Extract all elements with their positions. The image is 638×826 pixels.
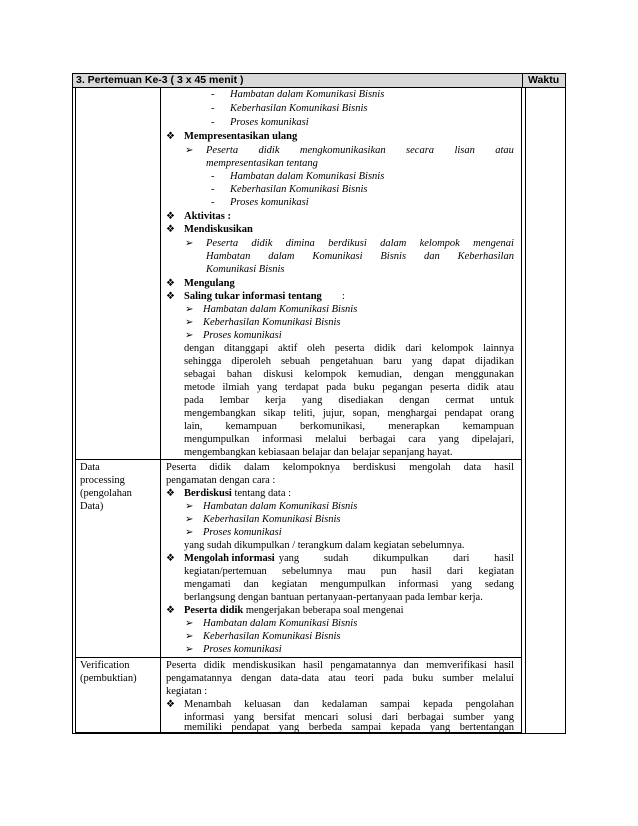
header-divider [522, 73, 523, 88]
list-item: Hambatan dalam Komunikasi Bisnis [203, 618, 358, 629]
row-label-verification [80, 659, 137, 685]
paragraph-line: berlangsung dengan bantuan pertanyaan-pertanyaan pada lembar kerja. [184, 592, 483, 603]
justified-line: Mengolah informasi yang sudah dikumpulkan dari hasil [184, 553, 514, 564]
label-line: (pembuktian) [80, 673, 137, 684]
text-line: Peserta didik mengerjakan beberapa soal mengenai [184, 605, 404, 616]
label-line: Verification [80, 660, 130, 671]
list-item: Proses komunikasi [230, 117, 309, 128]
list-item: Proses komunikasi [203, 330, 282, 341]
section-heading: Mempresentasikan ulang [184, 131, 298, 142]
row-divider-1 [75, 459, 522, 460]
label-line: Data [80, 462, 100, 473]
list-item: Keberhasilan Komunikasi Bisnis [203, 317, 341, 328]
arrow-bullet-icon: ➢ [185, 501, 194, 512]
paragraph-line: kegiatan : [166, 686, 208, 697]
justified-line: Peserta didik dimina berdikusi dalam kelompok mengenai [206, 238, 514, 249]
paragraph-line: mengumpulkan informasi melalui berbagai cara yang dipelajari, [184, 434, 514, 445]
dash-marker: - [211, 117, 215, 128]
paragraph-line: Peserta didik dalam kelompoknya berdiskusi mengolah data hasil [166, 462, 514, 473]
justified-line: Hambatan dalam Komunikasi Bisnis dan Keberhasilan [206, 251, 514, 262]
dash-marker: - [211, 197, 215, 208]
list-item: Hambatan dalam Komunikasi Bisnis [203, 304, 358, 315]
section-heading: Mendiskusikan [184, 224, 253, 235]
arrow-bullet-icon: ➢ [185, 618, 194, 629]
section-heading: Saling tukar informasi tentang [184, 291, 322, 302]
dash-marker: - [211, 89, 215, 100]
text-line: Berdiskusi tentang data : [184, 488, 292, 499]
justified-line: Peserta didik mengkomunikasikan secara lisan atau [206, 145, 514, 156]
arrow-bullet-icon: ➢ [185, 644, 194, 655]
arrow-bullet-icon: ➢ [185, 304, 194, 315]
paragraph-line: mengembangkan sikap teliti, jujur, sopan, menghargai pendapat orang [184, 408, 514, 419]
arrow-bullet-icon: ➢ [185, 317, 194, 328]
paragraph-line: pengamatannya dengan data-data atau teori pada buku sumber melalui [166, 673, 514, 684]
table-header [72, 73, 566, 88]
diamond-bullet-icon: ❖ [166, 211, 175, 222]
list-item: Proses komunikasi [230, 197, 309, 208]
list-item: Keberhasilan Komunikasi Bisnis [230, 184, 368, 195]
list-item: Hambatan dalam Komunikasi Bisnis [230, 89, 385, 100]
dash-marker: - [211, 184, 215, 195]
paragraph-line: Menambah keluasan dan kedalaman sampai kepada pengolahan [184, 699, 514, 710]
paragraph-line: metode ilmiah yang terdapat pada buku pegangan peserta didik atau [184, 382, 514, 393]
paragraph-line: informasi yang bersifat mencari solusi dari berbagai sumber yang [184, 712, 514, 723]
paragraph-line: pengamatan dengan cara : [166, 475, 276, 486]
paragraph-line: kegiatan/pertemuan sebelumnya mau pun hasil dari kegiatan [184, 566, 514, 577]
text-line: yang sudah dikumpulkan / terangkum dalam kegiatan sebelumnya. [184, 540, 465, 551]
list-item: Keberhasilan Komunikasi Bisnis [230, 103, 368, 114]
section-heading: Mengulang [184, 278, 235, 289]
list-item: Hambatan dalam Komunikasi Bisnis [230, 171, 385, 182]
arrow-bullet-icon: ➢ [185, 238, 194, 249]
list-item: Keberhasilan Komunikasi Bisnis [203, 631, 341, 642]
dash-marker: - [211, 103, 215, 114]
paragraph-line: sehingga diperoleh sebuah pengetahuan baru yang dapat dijadikan [184, 356, 514, 367]
text-line: Komunikasi Bisnis [206, 264, 285, 275]
label-line: (pengolahan [80, 488, 132, 499]
list-item: Hambatan dalam Komunikasi Bisnis [203, 501, 358, 512]
list-item: Proses komunikasi [203, 527, 282, 538]
diamond-bullet-icon: ❖ [166, 699, 175, 710]
paragraph-line: Peserta didik mendiskusikan hasil pengamatannya dan memverifikasi hasil [166, 660, 514, 671]
paragraph-line: dengan ditanggapi aktif oleh peserta didik dari kelompok lainnya [184, 343, 514, 354]
activity-paragraph [184, 342, 514, 459]
colon-text: : [342, 291, 345, 302]
paragraph-line: mengamati dan kegiatan mengumpulkan informasi yang sedang [184, 579, 514, 590]
diamond-bullet-icon: ❖ [166, 131, 175, 142]
diamond-bullet-icon: ❖ [166, 224, 175, 235]
diamond-bullet-icon: ❖ [166, 291, 175, 302]
inner-left-border [75, 88, 76, 734]
label-line: Data) [80, 501, 104, 512]
diamond-bullet-icon: ❖ [166, 488, 175, 499]
arrow-bullet-icon: ➢ [185, 330, 194, 341]
arrow-bullet-icon: ➢ [185, 514, 194, 525]
label-line: processing [80, 475, 125, 486]
label-column-divider [160, 88, 161, 734]
list-item: Keberhasilan Komunikasi Bisnis [203, 514, 341, 525]
diamond-bullet-icon: ❖ [166, 278, 175, 289]
waktu-header: Waktu [528, 74, 560, 86]
dash-marker: - [211, 171, 215, 182]
arrow-bullet-icon: ➢ [185, 631, 194, 642]
paragraph-line: pada lembar kerja yang disediakan dengan cermat untuk [184, 395, 514, 406]
meeting-title: 3. Pertemuan Ke-3 ( 3 x 45 menit ) [76, 74, 244, 86]
row-label-data-processing [80, 461, 132, 513]
section-heading: Aktivitas : [184, 211, 231, 222]
arrow-bullet-icon: ➢ [185, 527, 194, 538]
diamond-bullet-icon: ❖ [166, 605, 175, 616]
row-divider-2 [75, 657, 522, 658]
diamond-bullet-icon: ❖ [166, 553, 175, 564]
paragraph-line: memiliki pendapat yang berbeda sampai kepada yang bertentangan [184, 722, 514, 733]
text-line: mempresentasikan tentang [206, 158, 318, 169]
arrow-bullet-icon: ➢ [185, 145, 194, 156]
waktu-left-border [525, 88, 526, 734]
paragraph-line: lain, kemampuan berkomunikasi, menerapkan kemampuan [184, 421, 514, 432]
inner-right-border [521, 88, 522, 734]
paragraph-line: sebagai bahan diskusi kelompok kemudian, dengan menggunakan [184, 369, 514, 380]
paragraph-line: mengembangkan kebiasaan belajar dan belajar sepanjang hayat. [184, 447, 453, 458]
list-item: Proses komunikasi [203, 644, 282, 655]
